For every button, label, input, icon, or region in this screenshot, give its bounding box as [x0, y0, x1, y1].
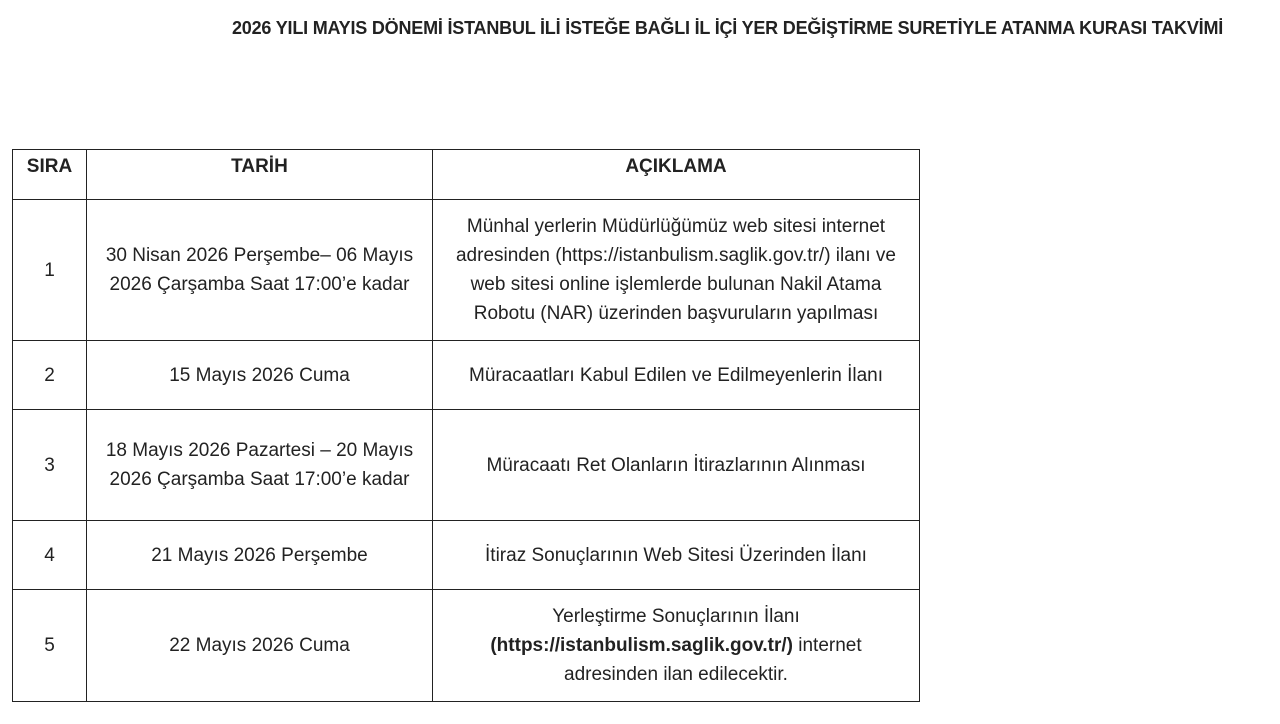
row-aciklama: Müracaatı Ret Olanların İtirazlarının Alınması [433, 410, 920, 521]
table-header-row [13, 150, 920, 200]
table-row [13, 341, 920, 410]
row-tarih: 18 Mayıs 2026 Pazartesi – 20 Mayıs 2026 Çarşamba Saat 17:00’e kadar [87, 410, 433, 521]
table-row [13, 200, 920, 341]
website-link[interactable]: (https://istanbulism.saglik.gov.tr/) [490, 635, 793, 656]
row-aciklama: Müracaatları Kabul Edilen ve Edilmeyenlerin İlanı [433, 341, 920, 410]
table-row [13, 521, 920, 590]
row-tarih: 15 Mayıs 2026 Cuma [87, 341, 433, 410]
schedule-table [12, 149, 920, 702]
row-tarih: 22 Mayıs 2026 Cuma [87, 590, 433, 702]
row-tarih: 21 Mayıs 2026 Perşembe [87, 521, 433, 590]
row-tarih: 30 Nisan 2026 Perşembe– 06 Mayıs 2026 Çarşamba Saat 17:00’e kadar [87, 200, 433, 341]
header-sira: SIRA [13, 150, 87, 200]
document-title: 2026 YILI MAYIS DÖNEMİ İSTANBUL İLİ İSTEĞE BAĞLI İL İÇİ YER DEĞİŞTİRME SURETİYLE ATANMA KURASI TAKVİMİ [232, 18, 1224, 38]
row-aciklama: Münhal yerlerin Müdürlüğümüz web sitesi internet adresinden (https://istanbulism.saglik.gov.tr/) ilanı ve web sitesi online işlemlerde bulunan Nakil Atama Robotu (NAR) üzerinden başvuruların yapılması [433, 200, 920, 341]
row-aciklama: İtiraz Sonuçlarının Web Sitesi Üzerinden İlanı [433, 521, 920, 590]
row-sira: 5 [13, 590, 87, 702]
header-aciklama: AÇIKLAMA [433, 150, 920, 200]
row-sira: 1 [13, 200, 87, 341]
row-sira: 3 [13, 410, 87, 521]
aciklama-text: Yerleştirme Sonuçlarının İlanı [552, 606, 800, 627]
table-row [13, 410, 920, 521]
row-aciklama [433, 590, 920, 702]
row-sira: 4 [13, 521, 87, 590]
header-tarih: TARİH [87, 150, 433, 200]
aciklama-text: internet adresinden ilan edilecektir. [564, 635, 862, 685]
row-sira: 2 [13, 341, 87, 410]
table-row [13, 590, 920, 702]
